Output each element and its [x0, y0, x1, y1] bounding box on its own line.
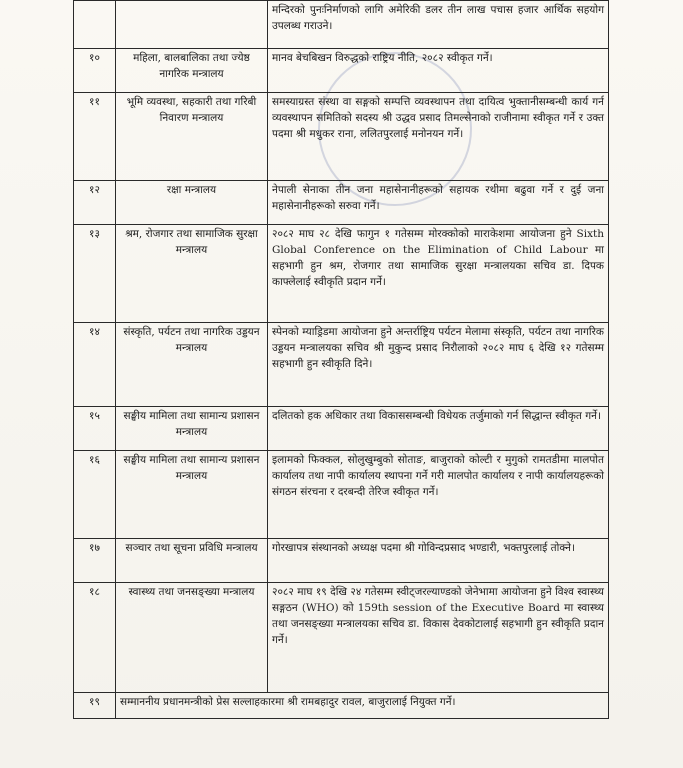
decision-text: इलामको फिक्कल, सोलुखुम्बुको सोताङ, बाजुराको कोल्टी र मुगुको रामतडीमा मालपोत कार्यालय तथा नापी कार्यालय स्थापना गर्ने गरी मालपोत कार्यालय र नापी कार्यालयहरूको संगठन संरचना र दरबन्दी तेरिज स्वीकृत गर्ने। [268, 451, 609, 539]
decision-text: सम्माननीय प्रधानमन्त्रीको प्रेस सल्लाहकारमा श्री रामबहादुर रावल, बाजुरालाई नियुक्त गर्ने। [116, 693, 609, 719]
table-row [74, 583, 609, 693]
ministry-name: सङ्घीय मामिला तथा सामान्य प्रशासन मन्त्रालय [116, 451, 268, 539]
row-number: १५ [74, 407, 116, 451]
decision-text: मन्दिरको पुनःनिर्माणको लागि अमेरिकी डलर तीन लाख पचास हजार आर्थिक सहयोग उपलब्ध गराउने। [268, 1, 609, 49]
table-row [74, 539, 609, 583]
row-number: १९ [74, 693, 116, 719]
ministry-name [116, 1, 268, 49]
ministry-name: महिला, बालबालिका तथा ज्येष्ठ नागरिक मन्त्रालय [116, 49, 268, 93]
row-number: १० [74, 49, 116, 93]
row-number [74, 1, 116, 49]
ministry-name: सङ्घीय मामिला तथा सामान्य प्रशासन मन्त्रालय [116, 407, 268, 451]
row-number: १८ [74, 583, 116, 693]
row-number: १३ [74, 225, 116, 323]
row-number: १७ [74, 539, 116, 583]
row-number: १४ [74, 323, 116, 407]
row-number: ११ [74, 93, 116, 181]
decision-text: समस्याग्रस्त संस्था वा सङ्गको सम्पत्ति व्यवस्थापन तथा दायित्व भुक्तानीसम्बन्धी कार्य गर्न व्यवस्थापन समितिको सदस्य श्री उद्धव प्रसाद तिमल्सेनाको राजीनामा स्वीकृत गर्ने र उक्त पदमा श्री मधुकर राना, ललितपुरलाई मनोनयन गर्ने। [268, 93, 609, 181]
table-row [74, 323, 609, 407]
table-row [74, 1, 609, 49]
decisions-table [73, 0, 609, 719]
ministry-name: संस्कृति, पर्यटन तथा नागरिक उड्डयन मन्त्रालय [116, 323, 268, 407]
table-row [74, 225, 609, 323]
ministry-name: रक्षा मन्त्रालय [116, 181, 268, 225]
ministry-name: श्रम, रोजगार तथा सामाजिक सुरक्षा मन्त्रालय [116, 225, 268, 323]
table-row [74, 451, 609, 539]
decision-text: मानव बेचबिखन विरुद्धको राष्ट्रिय नीति, २०८२ स्वीकृत गर्ने। [268, 49, 609, 93]
table-row [74, 49, 609, 93]
decision-text: २०८२ माघ २८ देखि फागुन १ गतेसम्म मोरक्कोको माराकेशमा आयोजना हुने Sixth Global Conference on the Elimination of Child Labour मा सहभागी हुन श्रम, रोजगार तथा सामाजिक सुरक्षा मन्त्रालयका सचिव डा. दिपक काफ्लेलाई स्वीकृति प्रदान गर्ने। [268, 225, 609, 323]
decision-text: स्पेनको म्याड्रिडमा आयोजना हुने अन्तर्राष्ट्रिय पर्यटन मेलामा संस्कृति, पर्यटन तथा नागरिक उड्डयन मन्त्रालयका सचिव श्री मुकुन्द प्रसाद निरौलाको २०८२ माघ ६ देखि १२ गतेसम्म सहभागी हुन स्वीकृति दिने। [268, 323, 609, 407]
table-row [74, 181, 609, 225]
ministry-name: भूमि व्यवस्था, सहकारी तथा गरिबी निवारण मन्त्रालय [116, 93, 268, 181]
ministry-name: स्वास्थ्य तथा जनसङ्ख्या मन्त्रालय [116, 583, 268, 693]
table-row [74, 407, 609, 451]
decision-text: नेपाली सेनाका तीन जना महासेनानीहरूको सहायक रथीमा बढुवा गर्ने र दुई जना महासेनानीहरूको सरुवा गर्ने। [268, 181, 609, 225]
row-number: १२ [74, 181, 116, 225]
row-number: १६ [74, 451, 116, 539]
table-row [74, 693, 609, 719]
ministry-name: सञ्चार तथा सूचना प्रविधि मन्त्रालय [116, 539, 268, 583]
table-row [74, 93, 609, 181]
decision-text: २०८२ माघ १९ देखि २४ गतेसम्म स्वीट्जरल्याण्डको जेनेभामा आयोजना हुने विश्व स्वास्थ्य सङ्गठन (WHO) को 159th session of the Executive Board मा स्वास्थ्य तथा जनसङ्ख्या मन्त्रालयका सचिव डा. विकास देवकोटालाई सहभागी हुन स्वीकृति प्रदान गर्ने। [268, 583, 609, 693]
decision-text: गोरखापत्र संस्थानको अध्यक्ष पदमा श्री गोविन्दप्रसाद भण्डारी, भक्तपुरलाई तोक्ने। [268, 539, 609, 583]
decision-text: दलितको हक अधिकार तथा विकाससम्बन्धी विधेयक तर्जुमाको गर्न सिद्धान्त स्वीकृत गर्ने। [268, 407, 609, 451]
